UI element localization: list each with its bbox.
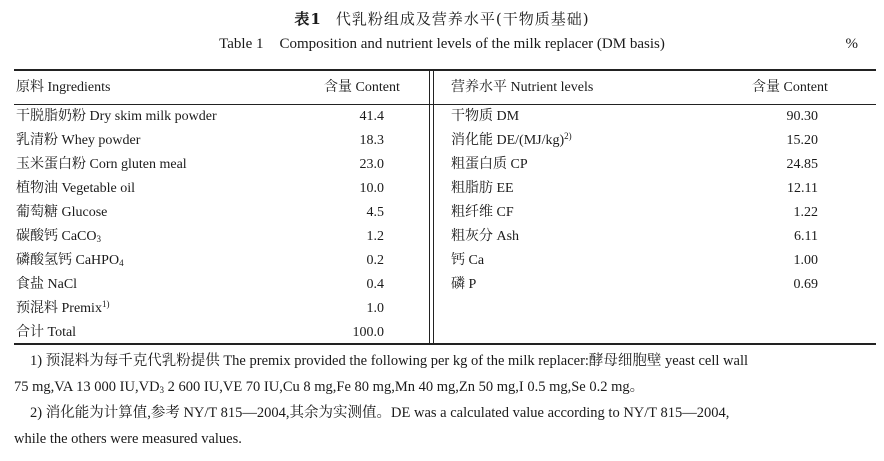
ingredient-name-cell — [16, 252, 124, 270]
nutrient-value: 12.11 — [787, 181, 818, 196]
ingredient-name-cell — [16, 228, 101, 246]
ingredient-name: 乳清粉 Whey powder — [16, 133, 141, 148]
footnote-ref: 2) — [564, 131, 572, 141]
subscript: 3 — [159, 385, 165, 395]
header-ingredients: 原料 Ingredients — [16, 80, 111, 95]
nutrient-name: 粗灰分 Ash — [451, 229, 520, 244]
ingredient-value: 4.5 — [366, 205, 384, 220]
top-rule — [14, 69, 876, 71]
ingredient-value: 100.0 — [352, 325, 384, 340]
nutrient-value: 0.69 — [793, 277, 818, 292]
table-title-en-text: Composition and nutrient levels of the milk replacer (DM basis) — [279, 36, 665, 52]
nutrient-value: 1.00 — [793, 253, 818, 268]
nutrient-name: 干物质 DM — [451, 109, 520, 124]
ingredient-value: 41.4 — [359, 109, 384, 124]
ingredient-name: 合计 Total — [16, 325, 77, 340]
header-content-left: 含量 Content — [324, 80, 400, 95]
ingredient-name: 葡萄糖 Glucose — [16, 205, 108, 220]
ingredient-name: 预混料 Premix — [16, 301, 102, 316]
ingredient-name: 植物油 Vegetable oil — [16, 181, 135, 196]
nutrient-name: 钙 Ca — [451, 253, 485, 268]
footnote-2-line-2: while the others were measured values. — [14, 431, 242, 447]
footnote-2-line-1: 2) 消化能为计算值,参考 NY/T 815—2004,其余为实测值。DE was a calculated value according to NY/T 815—2004, — [30, 405, 730, 421]
table-title-cn-text: 代乳粉组成及营养水平(干物质基础) — [335, 10, 590, 28]
table-label-en: Table 1 — [219, 36, 264, 52]
header-nutrients: 营养水平 Nutrient levels — [451, 80, 594, 95]
ingredient-value: 23.0 — [359, 157, 384, 172]
column-divider-a — [429, 71, 430, 343]
ingredient-value: 1.2 — [366, 229, 384, 244]
ingredient-value: 0.4 — [366, 277, 384, 292]
ingredient-name-cell — [16, 300, 109, 318]
table-label-cn: 表1 — [294, 10, 322, 28]
ingredient-name: 磷酸氢钙 CaHPO — [16, 253, 120, 268]
ingredient-name: 食盐 NaCl — [16, 277, 78, 292]
nutrient-value: 90.30 — [786, 109, 818, 124]
unit-label: % — [845, 36, 858, 52]
ingredient-value: 0.2 — [366, 253, 384, 268]
subscript: 4 — [119, 258, 124, 268]
ingredient-value: 18.3 — [359, 133, 384, 148]
nutrient-value: 6.11 — [794, 229, 818, 244]
ingredient-value: 10.0 — [359, 181, 384, 196]
nutrient-name: 磷 P — [451, 277, 477, 292]
nutrient-name-cell — [451, 132, 572, 150]
ingredient-name: 干脱脂奶粉 Dry skim milk powder — [16, 109, 217, 124]
header-content-right: 含量 Content — [752, 80, 828, 95]
nutrient-name: 消化能 DE/(MJ/kg) — [451, 133, 565, 148]
footnote-ref: 1) — [101, 299, 110, 309]
nutrient-value: 24.85 — [786, 157, 818, 172]
ingredient-name: 碳酸钙 CaCO — [16, 229, 97, 244]
table-title-en — [0, 36, 884, 53]
column-divider-b — [433, 71, 434, 343]
header-rule — [14, 104, 876, 105]
ingredient-value: 1.0 — [366, 301, 384, 316]
footnote-text: 75 mg,VA 13 000 IU,VD — [14, 379, 160, 395]
ingredient-name: 玉米蛋白粉 Corn gluten meal — [16, 157, 187, 172]
table-title-cn — [0, 8, 884, 29]
footnote-text: 2 600 IU,VE 70 IU,Cu 8 mg,Fe 80 mg,Mn 40 mg,Zn 50 mg,I 0.5 mg,Se 0.2 mg。 — [164, 379, 645, 395]
bottom-rule — [14, 343, 876, 345]
footnote-1-line-2 — [14, 374, 874, 400]
nutrient-name: 粗脂肪 EE — [451, 181, 514, 196]
nutrient-name: 粗纤维 CF — [451, 205, 514, 220]
subscript: 3 — [96, 234, 101, 244]
nutrient-name: 粗蛋白质 CP — [451, 157, 528, 172]
footnote-1-line-1: 1) 预混料为每千克代乳粉提供 The premix provided the following per kg of the milk replacer:酵母细胞壁 yeast cell wall — [30, 353, 748, 369]
nutrient-value: 1.22 — [793, 205, 818, 220]
nutrient-value: 15.20 — [786, 133, 818, 148]
